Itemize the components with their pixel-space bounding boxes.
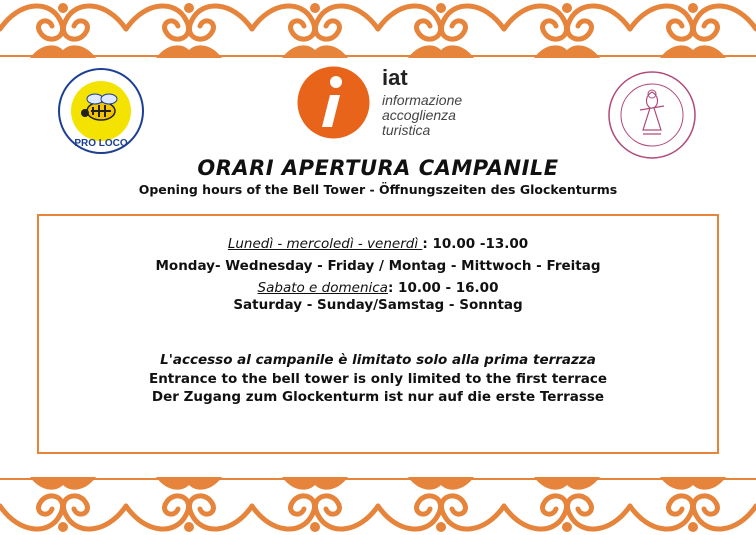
notice-german: Der Zugang zum Glockenturm ist nur auf die erste Terrasse	[151, 389, 605, 405]
weekend-label: Sabato e domenica	[257, 280, 388, 296]
svg-text:PRO LOCO: PRO LOCO	[74, 138, 128, 149]
weekday-time: : 10.00 -13.00	[422, 236, 529, 252]
page-title: ORARI APERTURA CAMPANILE	[197, 156, 559, 180]
page-subtitle: Opening hours of the Bell Tower - Öffnungszeiten des Glockenturms	[138, 182, 618, 197]
weekend-hours	[39, 280, 717, 296]
iat-logo	[296, 65, 476, 140]
iat-tagline-line: accoglienza	[382, 107, 456, 123]
pro-loco-logo	[57, 67, 145, 155]
info-i-icon	[296, 65, 371, 140]
iat-tagline-line: informazione	[382, 92, 463, 108]
weekday-translation: Monday- Wednesday - Friday / Montag - Mittwoch - Freitag	[155, 258, 601, 274]
weekday-label: Lunedì - mercoledì - venerdì	[227, 236, 423, 252]
notice-english: Entrance to the bell tower is only limited to the first terrace	[148, 371, 608, 387]
iat-tagline	[382, 93, 462, 138]
iat-tagline-line: turistica	[382, 122, 431, 138]
weekend-translation: Saturday - Sunday/Samstag - Sonntag	[233, 297, 523, 313]
schedule-box	[37, 214, 719, 454]
parish-seal	[607, 70, 697, 160]
top-ornamental-border	[0, 0, 756, 58]
bottom-ornamental-border	[0, 477, 756, 535]
iat-wordmark: iat	[382, 65, 408, 90]
weekday-hours	[39, 236, 717, 252]
notice-italian: L'accesso al campanile è limitato solo alla prima terrazza	[160, 352, 596, 368]
weekend-time: : 10.00 - 16.00	[387, 280, 499, 296]
